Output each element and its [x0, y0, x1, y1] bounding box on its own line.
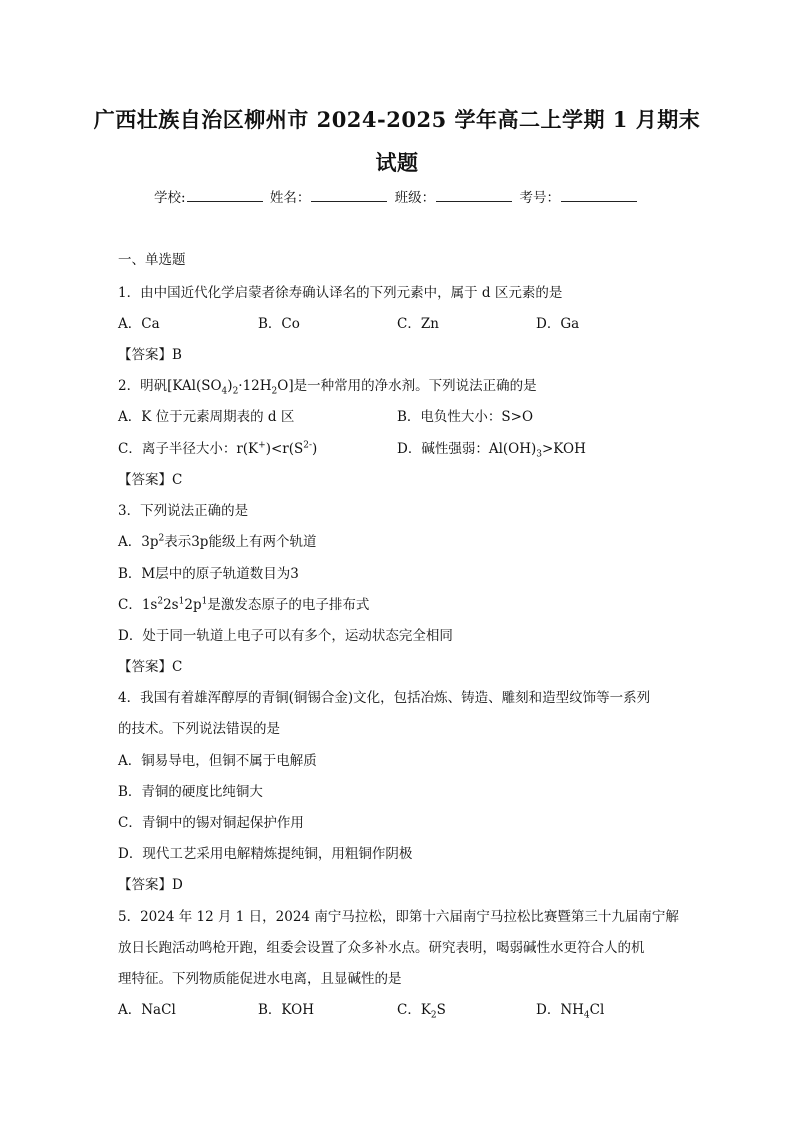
q1-option-c: C．Zn	[397, 316, 439, 332]
q1-option-b: B．Co	[258, 316, 300, 332]
class-label: 班级：	[394, 190, 436, 206]
q3-option-d: D．处于同一轨道上电子可以有多个，运动状态完全相同	[118, 628, 453, 644]
q3-option-a: A．$3p^2$表示3p能级上有两个轨道	[118, 533, 317, 550]
q3-option-c: C．$1s^22s^12p^1$是激发态原子的电子排布式	[118, 596, 370, 613]
section-heading: 一、单选题	[118, 252, 186, 268]
q2-option-d: D．碱性强弱：$Al(OH)_3>KOH$	[397, 441, 586, 460]
q2-option-c: C．离子半径大小：$r(K^+)<r(S^{2-})$	[118, 440, 318, 457]
q3-stem: 3．下列说法正确的是	[118, 503, 249, 519]
exam-title-line2: 试题	[375, 150, 419, 175]
q2-answer: 【答案】C	[118, 472, 183, 488]
q5-option-d: D．$NH_4Cl$	[536, 1002, 605, 1021]
q1-option-a: A．Ca	[118, 316, 160, 332]
q2-option-a: A．K 位于元素周期表的 d 区	[118, 409, 295, 425]
number-label: 考号：	[519, 190, 560, 206]
student-info-row	[0, 186, 794, 206]
q5-option-b: B．KOH	[258, 1002, 314, 1018]
q4-answer: 【答案】D	[118, 877, 183, 893]
q3-answer: 【答案】C	[118, 659, 183, 675]
q5-stem-line3: 理特征。下列物质能促进水电离，且显碱性的是	[118, 971, 402, 987]
class-blank[interactable]	[436, 189, 512, 202]
q5-stem-line1: 5．2024 年 12 月 1 日，2024 南宁马拉松，即第十六届南宁马拉松比赛暨第三十九届南宁解	[118, 909, 679, 925]
q4-stem-line1: 4．我国有着雄浑醇厚的青铜(铜锡合金)文化，包括冶炼、铸造、雕刻和造型纹饰等一系列	[118, 690, 651, 706]
q2-option-b: B．电负性大小：S>O	[397, 409, 534, 425]
q4-option-c: C．青铜中的锡对铜起保护作用	[118, 815, 304, 831]
q1-stem: 1．由中国近代化学启蒙者徐寿确认译名的下列元素中，属于 d 区元素的是	[118, 285, 563, 301]
q4-option-a: A．铜易导电，但铜不属于电解质	[118, 753, 317, 769]
q1-answer: 【答案】B	[118, 347, 182, 363]
q2-stem: 2．明矾$[KAl(SO_4)_2\cdot 12H_2O]$是一种常用的净水剂。下列说法正确的是	[118, 378, 537, 397]
name-blank[interactable]	[311, 189, 387, 202]
q5-option-c: C．$K_2S$	[397, 1002, 446, 1021]
school-label: 学校:	[154, 190, 186, 206]
q4-stem-line2: 的技术。下列说法错误的是	[118, 721, 280, 737]
q4-option-d: D．现代工艺采用电解精炼提纯铜，用粗铜作阴极	[118, 846, 413, 862]
q5-stem-line2: 放日长跑活动鸣枪开跑，组委会设置了众多补水点。研究表明，喝弱碱性水更符合人的机	[118, 940, 645, 956]
q5-option-a: A．NaCl	[118, 1002, 176, 1018]
q3-option-b: B．M层中的原子轨道数目为3	[118, 566, 299, 582]
school-blank[interactable]	[187, 189, 263, 202]
number-blank[interactable]	[561, 189, 637, 202]
name-label: 姓名：	[269, 190, 311, 206]
q1-option-d: D．Ga	[536, 316, 580, 332]
q4-option-b: B．青铜的硬度比纯铜大	[118, 784, 263, 800]
exam-title-line1: 广西壮族自治区柳州市 2024-2025 学年高二上学期 1 月期末	[93, 107, 701, 132]
